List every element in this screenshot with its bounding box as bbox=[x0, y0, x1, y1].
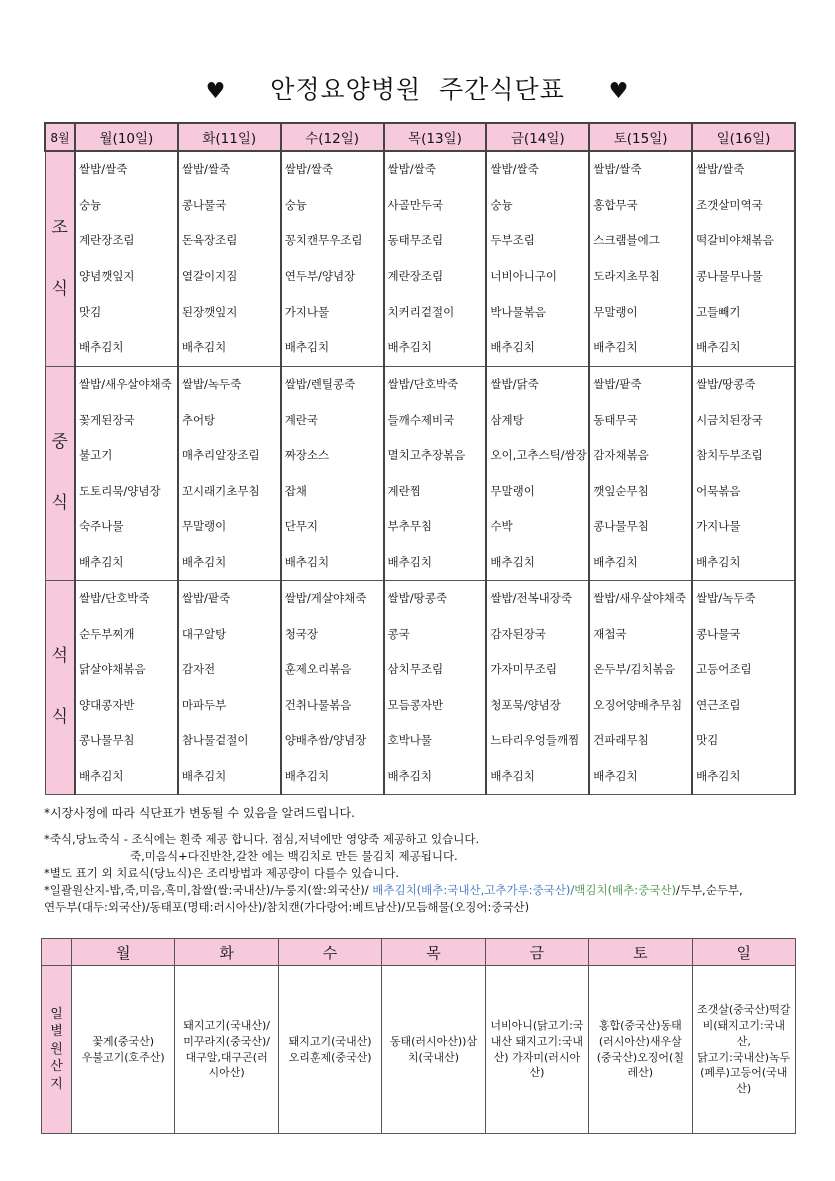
origin-side-char: 별 bbox=[50, 1024, 63, 1040]
menu-item: 어묵볶음 bbox=[696, 483, 741, 498]
menu-item: 참치두부조림 bbox=[696, 448, 763, 463]
menu-header-row bbox=[45, 123, 795, 151]
menu-item: 청포묵/양념장 bbox=[490, 697, 561, 712]
menu-item: 무말랭이 bbox=[593, 304, 638, 319]
menu-item: 된장깻잎지 bbox=[181, 304, 238, 319]
menu-item: 배추김치 bbox=[79, 554, 124, 569]
menu-item: 들깨수제비국 bbox=[387, 412, 455, 427]
menu-item: 쌀밥/쌀죽 bbox=[79, 162, 128, 177]
menu-item: 도토리묵/양념장 bbox=[79, 483, 161, 498]
meal-label bbox=[45, 151, 75, 366]
day-menu-cell bbox=[486, 366, 589, 580]
origin-line: 돼지고기(국내산)/ bbox=[183, 1018, 270, 1032]
menu-item: 훈제오리볶음 bbox=[284, 662, 352, 677]
day-menu-cell bbox=[384, 580, 487, 794]
menu-item: 계란장조림 bbox=[387, 269, 444, 284]
origin-line: 치(국내산) bbox=[407, 1050, 460, 1064]
menu-item: 콩나물국 bbox=[181, 197, 227, 212]
menu-item: 숭늉 bbox=[490, 197, 513, 212]
note-segment: / bbox=[570, 883, 575, 897]
menu-item: 고들빼기 bbox=[696, 304, 741, 319]
menu-item: 마파두부 bbox=[181, 697, 227, 712]
origin-side-label bbox=[42, 966, 72, 1134]
menu-item: 연근조림 bbox=[696, 697, 741, 712]
meal-label bbox=[45, 580, 75, 794]
day-menu-cell bbox=[692, 151, 795, 366]
day-menu-cell bbox=[281, 366, 384, 580]
meal-label-char: 식 bbox=[51, 278, 68, 299]
menu-item: 조갯살미역국 bbox=[696, 197, 763, 212]
origin-line: 꽃게(중국산) bbox=[92, 1034, 155, 1048]
meal-row bbox=[45, 366, 795, 580]
origin-day-header: 수 bbox=[278, 939, 381, 966]
menu-item: 배추김치 bbox=[284, 340, 330, 355]
menu-item: 맛김 bbox=[696, 733, 719, 748]
menu-item: 깻잎순무침 bbox=[593, 483, 649, 498]
menu-item: 배추김치 bbox=[696, 768, 741, 783]
origin-cell bbox=[278, 966, 381, 1134]
menu-item: 도라지초무침 bbox=[593, 269, 660, 284]
menu-item: 시금치된장국 bbox=[696, 412, 763, 427]
menu-item: 가자미무조림 bbox=[490, 662, 558, 677]
menu-item: 청국장 bbox=[284, 626, 319, 641]
day-header: 일(16일) bbox=[692, 123, 795, 151]
menu-item: 배추김치 bbox=[593, 554, 638, 569]
day-menu-cell bbox=[178, 580, 281, 794]
origin-line: 산) 가자미(러시아 bbox=[493, 1050, 581, 1064]
origin-line: 오리훈제(중국산) bbox=[288, 1050, 372, 1064]
origin-day-header: 화 bbox=[175, 939, 278, 966]
menu-item: 동태무국 bbox=[593, 412, 638, 427]
menu-item: 꽃게된장국 bbox=[79, 412, 135, 427]
origin-day-header: 토 bbox=[589, 939, 692, 966]
menu-item: 건취나물볶음 bbox=[284, 697, 352, 712]
day-menu-cell bbox=[692, 580, 795, 794]
menu-item: 무말랭이 bbox=[181, 519, 227, 534]
menu-item: 홍합무국 bbox=[593, 197, 638, 212]
origin-line: (페루)고등어(국내 bbox=[700, 1066, 788, 1080]
menu-item: 건파래무침 bbox=[593, 733, 649, 748]
meal-row bbox=[45, 580, 795, 794]
menu-item: 배추김치 bbox=[79, 768, 124, 783]
menu-item: 추어탕 bbox=[181, 412, 216, 427]
menu-item: 잡채 bbox=[284, 483, 307, 498]
menu-item: 콩나물국 bbox=[696, 626, 741, 641]
origin-corner bbox=[42, 939, 72, 966]
origin-table bbox=[41, 938, 796, 1134]
origin-line: 돼지고기(국내산) bbox=[288, 1034, 372, 1048]
origin-line: (러시아산)새우살 bbox=[598, 1034, 682, 1048]
day-menu-cell bbox=[178, 151, 281, 366]
menu-item: 쌀밥/팥죽 bbox=[181, 591, 231, 606]
menu-item: 너비아니구이 bbox=[490, 269, 558, 284]
menu-item: 배추김치 bbox=[490, 554, 535, 569]
menu-item: 연두부/양념장 bbox=[284, 269, 356, 284]
origin-cell bbox=[382, 966, 485, 1134]
notes bbox=[44, 805, 824, 916]
menu-item: 쌀밥/닭죽 bbox=[490, 377, 539, 392]
origin-line: 닭고기:국내산)녹두 bbox=[697, 1050, 791, 1064]
menu-item: 단무지 bbox=[284, 519, 319, 534]
menu-item: 맛김 bbox=[79, 304, 102, 319]
weekly-menu-table bbox=[44, 122, 796, 795]
origin-line: 조갯살(중국산)떡갈 bbox=[696, 1002, 791, 1016]
menu-item: 쌀밥/쌀죽 bbox=[696, 162, 745, 177]
day-header: 토(15일) bbox=[589, 123, 692, 151]
day-menu-cell bbox=[486, 580, 589, 794]
menu-item: 박나물볶음 bbox=[490, 304, 546, 319]
menu-item: 콩나물무침 bbox=[593, 519, 649, 534]
menu-item: 삼계탕 bbox=[490, 412, 524, 427]
day-header: 수(12일) bbox=[281, 123, 384, 151]
meal-label-char: 중 bbox=[51, 432, 68, 453]
heart-icon: ♥ bbox=[205, 79, 227, 104]
menu-item: 쌀밥/쌀죽 bbox=[181, 162, 231, 177]
note-segment: /두부,순두부, bbox=[675, 883, 743, 897]
note-segment: *일괄원산지-밥,죽,미음,흑미,찹쌀(쌀:국내산)/누룽지(쌀:외국산)/ bbox=[44, 883, 373, 897]
day-menu-cell bbox=[75, 151, 178, 366]
note-text: *별도 표기 외 치료식(당뇨식)은 조리방법과 제공량이 다를수 있습니다. bbox=[44, 866, 400, 880]
menu-item: 매추리알장조림 bbox=[181, 448, 260, 463]
menu-item: 배추김치 bbox=[181, 340, 227, 355]
menu-item: 오이,고추스틱/쌈장 bbox=[490, 448, 587, 463]
menu-item: 배추김치 bbox=[696, 554, 741, 569]
menu-item: 떡갈비야채볶음 bbox=[696, 233, 774, 248]
origin-side-char: 지 bbox=[50, 1076, 63, 1092]
menu-item: 배추김치 bbox=[387, 554, 432, 569]
menu-item: 가지나물 bbox=[284, 304, 330, 319]
menu-item: 느타리우엉들깨찜 bbox=[490, 733, 580, 748]
origin-line: 산) bbox=[529, 1066, 545, 1080]
menu-item: 쌀밥/쌀죽 bbox=[284, 162, 333, 177]
origin-row bbox=[42, 966, 796, 1134]
menu-item: 숭늉 bbox=[284, 197, 307, 212]
menu-item: 쌀밥/녹두죽 bbox=[696, 591, 756, 606]
origin-day-header: 월 bbox=[72, 939, 175, 966]
origin-side-char: 원 bbox=[50, 1041, 63, 1057]
origin-day-header: 일 bbox=[692, 939, 795, 966]
menu-item: 배추김치 bbox=[181, 768, 227, 783]
day-menu-cell bbox=[75, 366, 178, 580]
menu-item: 양배추쌈/양념장 bbox=[284, 733, 367, 748]
menu-item: 배추김치 bbox=[181, 554, 227, 569]
menu-item: 동태무조림 bbox=[387, 233, 444, 248]
menu-item: 계란찜 bbox=[387, 483, 421, 498]
menu-item: 양대콩자반 bbox=[79, 697, 135, 712]
origin-line: 미꾸라지(중국산)/ bbox=[183, 1034, 270, 1048]
menu-item: 쌀밥/쌀죽 bbox=[490, 162, 539, 177]
menu-item: 열갈이지짐 bbox=[181, 269, 238, 284]
origin-cell bbox=[72, 966, 175, 1134]
origin-cell bbox=[175, 966, 278, 1134]
menu-item: 쌀밥/새우살야채죽 bbox=[593, 591, 686, 606]
menu-item: 콩나물무침 bbox=[79, 733, 135, 748]
day-menu-cell bbox=[178, 366, 281, 580]
menu-item: 무말랭이 bbox=[490, 483, 535, 498]
menu-item: 쌀밥/땅콩죽 bbox=[387, 591, 447, 606]
menu-item: 수박 bbox=[490, 519, 513, 534]
origin-line: 우불고기(호주산) bbox=[81, 1050, 165, 1064]
day-menu-cell bbox=[589, 580, 692, 794]
menu-item: 쌀밥/녹두죽 bbox=[181, 377, 242, 392]
day-menu-cell bbox=[589, 366, 692, 580]
menu-item: 부추무침 bbox=[387, 519, 432, 534]
meal-label-char: 석 bbox=[51, 646, 68, 667]
origin-line: 시아산) bbox=[208, 1066, 245, 1080]
meal-label-char: 조 bbox=[51, 217, 68, 238]
menu-item: 쌀밥/단호박죽 bbox=[387, 377, 459, 392]
origin-side-char: 산 bbox=[50, 1059, 63, 1075]
day-header: 화(11일) bbox=[178, 123, 281, 151]
menu-item: 온두부/김치볶음 bbox=[593, 662, 675, 677]
page-title bbox=[0, 70, 835, 106]
origin-side-char: 일 bbox=[50, 1006, 63, 1022]
day-header: 월(10일) bbox=[75, 123, 178, 151]
origin-line: 레산) bbox=[627, 1066, 654, 1080]
menu-item: 배추김치 bbox=[490, 340, 535, 355]
origin-cell bbox=[692, 966, 795, 1134]
note-segment: 백김치(배추:중국산) bbox=[574, 883, 676, 897]
menu-item: 숙주나물 bbox=[79, 519, 124, 534]
menu-item: 대구알탕 bbox=[181, 626, 227, 641]
day-menu-cell bbox=[692, 366, 795, 580]
menu-item: 양념깻잎지 bbox=[79, 269, 135, 284]
menu-item: 감자채볶음 bbox=[593, 448, 649, 463]
meal-label-char: 식 bbox=[51, 707, 68, 728]
meal-label bbox=[45, 366, 75, 580]
day-menu-cell bbox=[281, 580, 384, 794]
menu-item: 쌀밥/전복내장죽 bbox=[490, 591, 573, 606]
menu-item: 배추김치 bbox=[593, 768, 638, 783]
origin-line: 너비아니(닭고기:국 bbox=[490, 1018, 584, 1032]
menu-item: 멸치고추장볶음 bbox=[387, 448, 466, 463]
menu-item: 순두부찌개 bbox=[79, 626, 135, 641]
note-text: *시장사정에 따라 식단표가 변동될 수 있음을 알려드립니다. bbox=[44, 806, 355, 820]
day-menu-cell bbox=[281, 151, 384, 366]
title-text: 안정요양병원 주간식단표 bbox=[270, 75, 565, 104]
menu-item: 감자전 bbox=[181, 662, 216, 677]
menu-item: 배추김치 bbox=[387, 768, 432, 783]
day-menu-cell bbox=[384, 366, 487, 580]
menu-item: 쌀밥/쌀죽 bbox=[593, 162, 642, 177]
menu-item: 쌀밥/쌀죽 bbox=[387, 162, 436, 177]
origin-cell bbox=[589, 966, 692, 1134]
day-menu-cell bbox=[589, 151, 692, 366]
menu-item: 쌀밥/게살야채죽 bbox=[284, 591, 367, 606]
note-text: 죽,미음식+다진반찬,갈찬 에는 백김치로 만든 물김치 제공됩니다. bbox=[130, 849, 458, 863]
menu-item: 참나물겉절이 bbox=[181, 733, 249, 748]
menu-item: 배추김치 bbox=[284, 768, 330, 783]
menu-item: 배추김치 bbox=[593, 340, 638, 355]
menu-item: 꼬시래기초무침 bbox=[181, 483, 260, 498]
menu-item: 감자된장국 bbox=[490, 626, 546, 641]
origin-day-header: 목 bbox=[382, 939, 485, 966]
day-header: 목(13일) bbox=[384, 123, 487, 151]
menu-item: 배추김치 bbox=[284, 554, 330, 569]
menu-item: 가지나물 bbox=[696, 519, 741, 534]
meal-label-char: 식 bbox=[51, 493, 68, 514]
menu-item: 모듬콩자반 bbox=[387, 697, 444, 712]
menu-item: 콩국 bbox=[387, 626, 410, 641]
origin-day-header: 금 bbox=[485, 939, 588, 966]
menu-item: 쌀밥/단호박죽 bbox=[79, 591, 150, 606]
origin-line: 대구알,대구곤(러 bbox=[185, 1050, 268, 1064]
menu-item: 돈육장조림 bbox=[181, 233, 238, 248]
menu-item: 콩나물무나물 bbox=[696, 269, 763, 284]
menu-item: 쌀밥/렌틸콩죽 bbox=[284, 377, 356, 392]
origin-line: 산) bbox=[736, 1082, 752, 1096]
menu-item: 삼치무조림 bbox=[387, 662, 444, 677]
note-text: *죽식,당뇨죽식 - 조식에는 흰죽 제공 합니다. 점심,저녁에만 영양죽 제공하고 있습니다. bbox=[44, 832, 480, 846]
menu-item: 배추김치 bbox=[79, 340, 124, 355]
menu-item: 두부조림 bbox=[490, 233, 535, 248]
menu-item: 쌀밥/새우살야채죽 bbox=[79, 377, 172, 392]
note-text bbox=[44, 882, 824, 899]
origin-line: 동태(러시아산))삼 bbox=[389, 1034, 478, 1048]
origin-header-row bbox=[42, 939, 796, 966]
menu-item: 고등어조림 bbox=[696, 662, 752, 677]
meal-row bbox=[45, 151, 795, 366]
menu-item: 오징어양배추무침 bbox=[593, 697, 683, 712]
menu-item: 계란장조림 bbox=[79, 233, 135, 248]
origin-line: 비(돼지고기:국내산, bbox=[702, 1018, 785, 1048]
origin-line: 내산 돼지고기:국내 bbox=[490, 1034, 583, 1048]
day-menu-cell bbox=[384, 151, 487, 366]
day-menu-cell bbox=[486, 151, 589, 366]
menu-item: 계란국 bbox=[284, 412, 319, 427]
month-label: 8월 bbox=[45, 123, 75, 151]
note-segment: 배추김치(배추:국내산,고추가루:중국산) bbox=[372, 883, 571, 897]
menu-item: 배추김치 bbox=[490, 768, 535, 783]
menu-item: 사골만두국 bbox=[387, 197, 444, 212]
menu-item: 쌀밥/땅콩죽 bbox=[696, 377, 756, 392]
origin-cell bbox=[485, 966, 588, 1134]
menu-item: 숭늉 bbox=[79, 197, 102, 212]
day-header: 금(14일) bbox=[486, 123, 589, 151]
menu-item: 치커리겉절이 bbox=[387, 304, 455, 319]
menu-item: 짜장소스 bbox=[284, 448, 330, 463]
day-menu-cell bbox=[75, 580, 178, 794]
menu-item: 쌀밥/팥죽 bbox=[593, 377, 642, 392]
menu-item: 꽁치캔무우조림 bbox=[284, 233, 363, 248]
menu-item: 스크램블에그 bbox=[593, 233, 660, 248]
menu-item: 재첩국 bbox=[593, 626, 627, 641]
origin-line: 홍합(중국산)동태 bbox=[598, 1018, 682, 1032]
heart-icon: ♥ bbox=[608, 79, 630, 104]
menu-item: 배추김치 bbox=[387, 340, 432, 355]
menu-item: 호박나물 bbox=[387, 733, 432, 748]
origin-line: (중국산)오징어(칠 bbox=[596, 1050, 684, 1064]
menu-item: 불고기 bbox=[79, 448, 113, 463]
note-text: 연두부(대두:외국산)/동태포(명태:러시아산)/참치캔(가다랑어:베트남산)/모듬해물(오징어:중국산) bbox=[44, 900, 530, 914]
menu-item: 닭살야채볶음 bbox=[79, 662, 146, 677]
menu-item: 배추김치 bbox=[696, 340, 741, 355]
